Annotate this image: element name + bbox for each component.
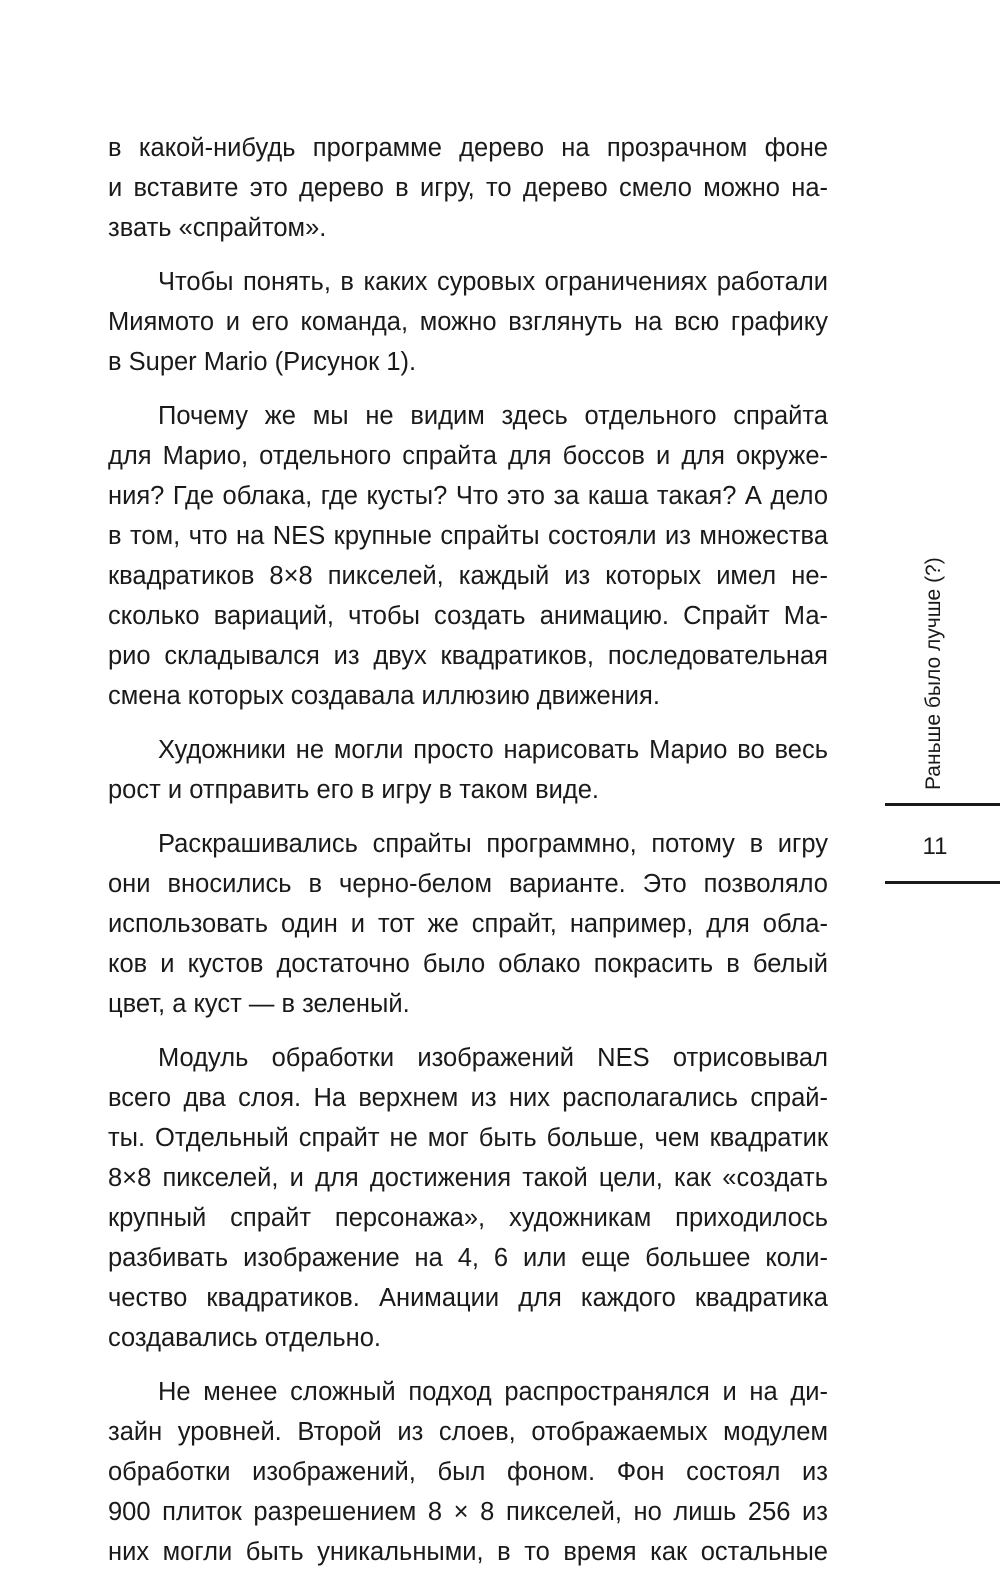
text-line: они вносились в черно-белом варианте. Это позволяло	[108, 870, 828, 898]
text-line: в какой-нибудь программе дерево на прозрачном фоне	[108, 134, 828, 162]
text-line: крупный спрайт персонажа», художникам приходилось	[108, 1204, 828, 1232]
text-line: обработки изображений, был фоном. Фон состоял из	[108, 1458, 828, 1486]
paragraph	[108, 824, 828, 1024]
text-line: Почему же мы не видим здесь отдельного спрайта	[158, 402, 828, 430]
text-line: чество квадратиков. Анимации для каждого квадратика	[108, 1284, 828, 1312]
text-line: 8×8 пикселей, и для достижения такой цели, как «создать	[108, 1164, 828, 1192]
text-line: и вставите это дерево в игру, то дерево смело можно на-	[108, 174, 828, 202]
text-line: ния? Где облака, где кусты? Что это за каша такая? А дело	[108, 482, 828, 510]
text-line: рио складывался из двух квадратиков, последовательная	[108, 642, 828, 670]
text-line: рост и отправить его в игру в таком виде.	[108, 776, 599, 804]
text-line: квадратиков 8×8 пикселей, каждый из которых имел не-	[108, 562, 828, 590]
text-line: ты. Отдельный спрайт не мог быть больше, чем квадратик	[108, 1124, 828, 1152]
paragraph	[108, 262, 828, 382]
text-line: Миямото и его команда, можно взглянуть на всю графику	[108, 308, 828, 336]
paragraph	[108, 128, 828, 248]
text-line: Чтобы понять, в каких суровых ограничениях работали	[158, 268, 828, 296]
text-line: 900 плиток разрешением 8 × 8 пикселей, но лишь 256 из	[108, 1498, 828, 1526]
text-line: Раскрашивались спрайты программно, потому в игру	[158, 830, 828, 858]
text-line: всего два слоя. На верхнем из них располагались спрай-	[108, 1084, 828, 1112]
text-line: цвет, а куст — в зеленый.	[108, 990, 410, 1018]
text-line: звать «спрайтом».	[108, 214, 327, 242]
text-line: в том, что на NES крупные спрайты состояли из множества	[108, 522, 828, 550]
text-line: создавались отдельно.	[108, 1324, 381, 1352]
text-line: разбивать изображение на 4, 6 или еще большее коли-	[108, 1244, 828, 1272]
text-line: сколько вариаций, чтобы создать анимацию. Спрайт Ма-	[108, 602, 828, 630]
text-line: зайн уровней. Второй из слоев, отображаемых модулем	[108, 1418, 828, 1446]
body-text	[108, 128, 828, 1572]
text-line: смена которых создавала иллюзию движения.	[108, 682, 660, 710]
text-line: ков и кустов достаточно было облако покрасить в белый	[108, 950, 828, 978]
text-line: для Марио, отдельного спрайта для боссов и для окруже-	[108, 442, 828, 470]
page-number: 11	[922, 833, 948, 860]
text-line: Художники не могли просто нарисовать Марио во весь	[158, 736, 828, 764]
text-line: них могли быть уникальными, в то время как остальные	[108, 1538, 828, 1566]
text-line: в Super Mario (Рисунок 1).	[108, 348, 417, 376]
running-head-rule-top	[885, 803, 1000, 806]
text-line: Модуль обработки изображений NES отрисовывал	[158, 1044, 828, 1072]
paragraph	[108, 730, 828, 810]
paragraph	[108, 396, 828, 716]
text-line: Не менее сложный подход распространялся и на ди-	[158, 1378, 828, 1406]
paragraph	[108, 1038, 828, 1358]
running-head: Раньше было лучше (?)	[922, 557, 945, 790]
text-line: использовать один и тот же спрайт, например, для обла-	[108, 910, 828, 938]
paragraph	[108, 1372, 828, 1572]
running-head-rule-bottom	[885, 881, 1000, 884]
